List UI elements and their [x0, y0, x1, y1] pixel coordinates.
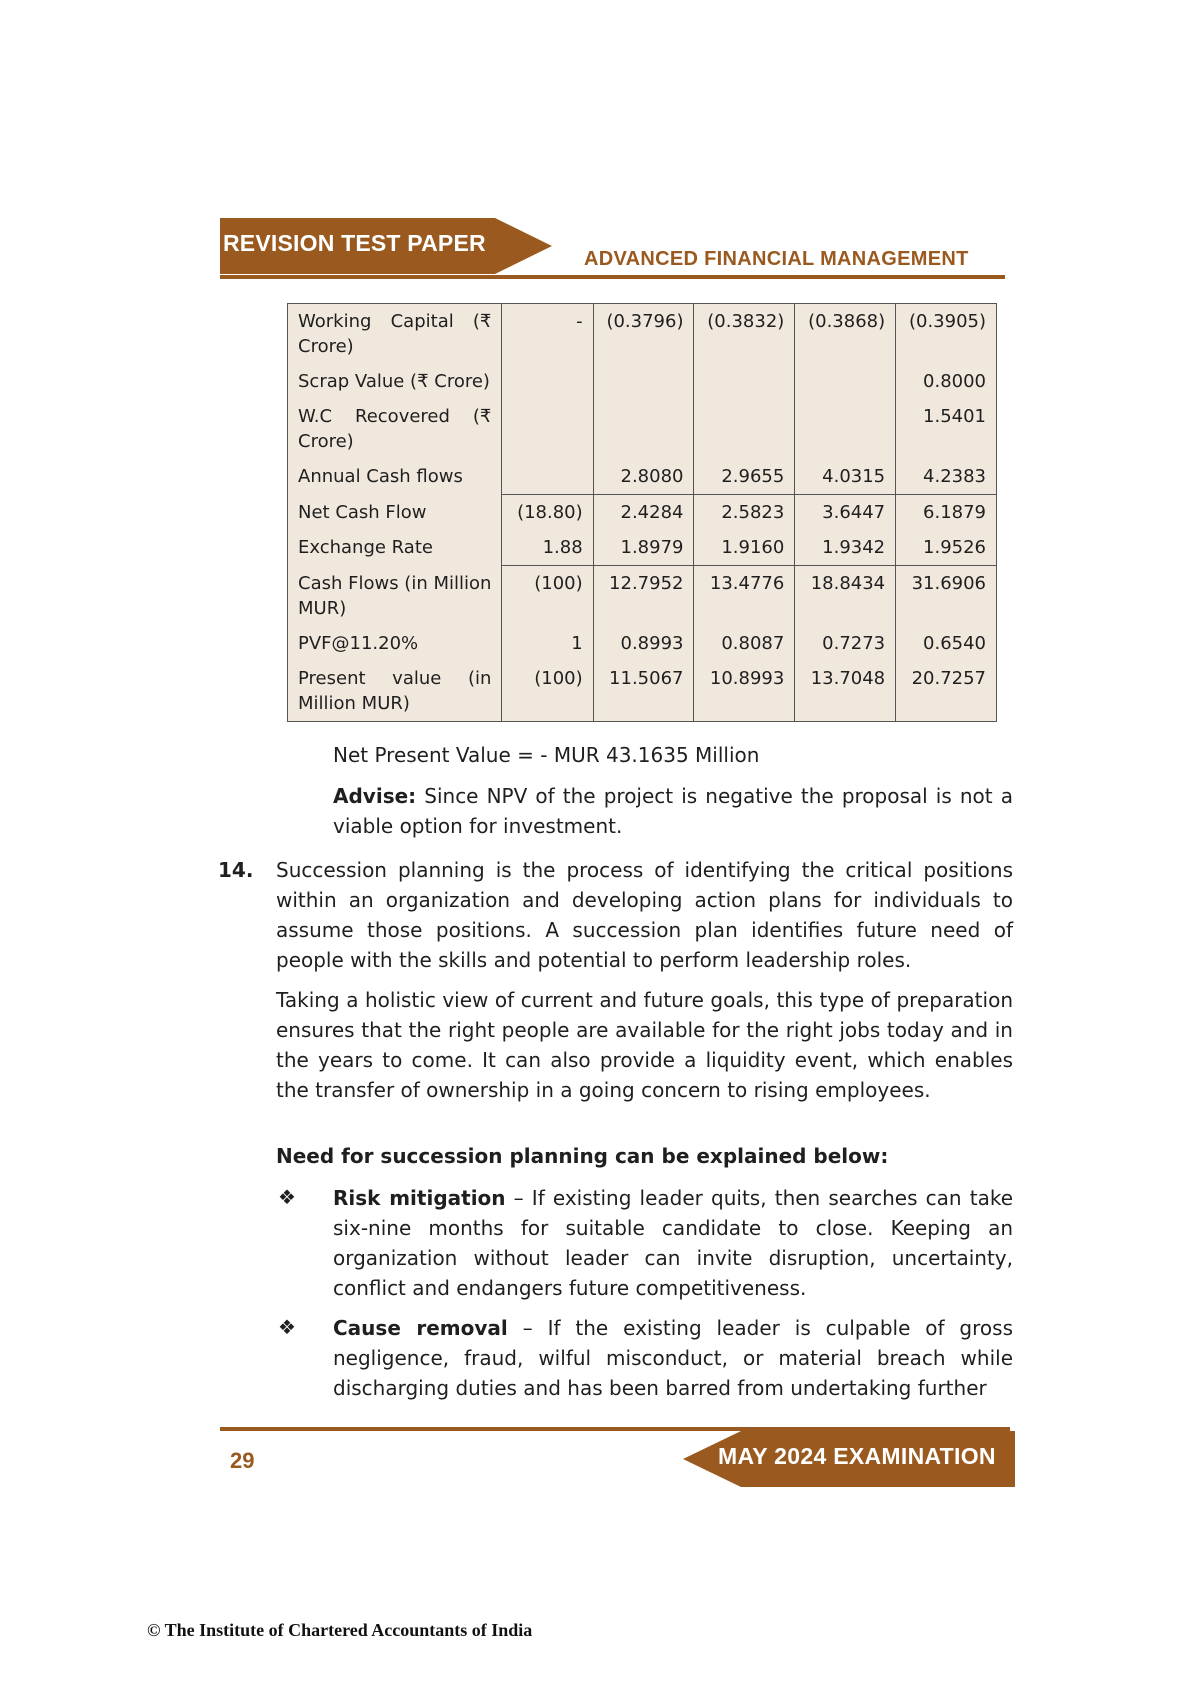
table-cell: 1.88	[502, 530, 593, 566]
table-cell: 1.5401	[896, 399, 997, 459]
table-cell: 1.8979	[593, 530, 694, 566]
bullet-risk-mitigation	[333, 1183, 1013, 1303]
table-cell	[694, 399, 795, 459]
footer-rule	[220, 1427, 1010, 1431]
table-cell	[795, 399, 896, 459]
header-subject-title: ADVANCED FINANCIAL MANAGEMENT	[584, 248, 969, 270]
table-cell: 2.4284	[593, 495, 694, 531]
table-cell: 18.8434	[795, 566, 896, 626]
table-row	[288, 364, 997, 399]
table-cell: (18.80)	[502, 495, 593, 531]
table-cell: 0.8087	[694, 626, 795, 661]
table-cell: (100)	[502, 566, 593, 626]
table-cell: 0.7273	[795, 626, 896, 661]
table-cell	[593, 364, 694, 399]
table-cell	[694, 364, 795, 399]
bullet-diamond-icon: ❖	[278, 1185, 296, 1209]
table-row	[288, 399, 997, 459]
table-cell: 6.1879	[896, 495, 997, 531]
bullet-text: – If existing leader quits, then searches can take six-nine months for suitable candidate to close. Keeping an organization without leader can invite disruption, uncertainty, conflict and endangers future competitiveness.	[333, 1186, 1013, 1300]
table-cell: (0.3905)	[896, 304, 997, 365]
table-cell	[593, 399, 694, 459]
row-label: Present value (in Million MUR)	[288, 661, 502, 722]
table-cell: 10.8993	[694, 661, 795, 722]
table-cell: 13.4776	[694, 566, 795, 626]
table-row	[288, 661, 997, 722]
bullet-title: Cause removal	[333, 1316, 508, 1340]
bullet-title: Risk mitigation	[333, 1186, 506, 1210]
table-cell: 20.7257	[896, 661, 997, 722]
table-row	[288, 304, 997, 365]
table-cell: 1.9526	[896, 530, 997, 566]
bullet-diamond-icon: ❖	[278, 1315, 296, 1339]
table-cell	[795, 364, 896, 399]
row-label: Working Capital (₹ Crore)	[288, 304, 502, 365]
table-cell: 1	[502, 626, 593, 661]
page-number: 29	[230, 1448, 255, 1473]
table-cell: 12.7952	[593, 566, 694, 626]
table-cell: (0.3796)	[593, 304, 694, 365]
table-cell: 13.7048	[795, 661, 896, 722]
table-cell: 1.9160	[694, 530, 795, 566]
question-paragraph-2: Taking a holistic view of current and future goals, this type of preparation ensures that the right people are available for the right jobs today and in the years to come. It can also provide a liquidity event, which enables the transfer of ownership in a going concern to rising employees.	[276, 988, 1013, 1102]
table-cell: (0.3832)	[694, 304, 795, 365]
question-number: 14.	[218, 858, 254, 882]
row-label: Scrap Value (₹ Crore)	[288, 364, 502, 399]
row-label: Annual Cash flows	[288, 459, 502, 495]
table-cell	[502, 399, 593, 459]
table-row	[288, 530, 997, 566]
advise-text: Since NPV of the project is negative the proposal is not a viable option for investment.	[333, 784, 1013, 838]
table-cell: 31.6906	[896, 566, 997, 626]
table-cell: 3.6447	[795, 495, 896, 531]
table-cell: 0.8993	[593, 626, 694, 661]
table-cell: 0.6540	[896, 626, 997, 661]
row-label: PVF@11.20%	[288, 626, 502, 661]
row-label: Net Cash Flow	[288, 495, 502, 531]
row-label: W.C Recovered (₹ Crore)	[288, 399, 502, 459]
bullet-text: – If the existing leader is culpable of gross negligence, fraud, wilful misconduct, or material breach while discharging duties and has been barred from undertaking further	[333, 1316, 1013, 1400]
table-cell: 1.9342	[795, 530, 896, 566]
table-cell: 0.8000	[896, 364, 997, 399]
npv-statement: Net Present Value = - MUR 43.1635 Million	[333, 743, 760, 767]
row-label: Exchange Rate	[288, 530, 502, 566]
header-paper-title: REVISION TEST PAPER	[223, 230, 486, 256]
table-cell: 4.2383	[896, 459, 997, 495]
table-cell: 11.5067	[593, 661, 694, 722]
row-label: Cash Flows (in Million MUR)	[288, 566, 502, 626]
copyright-notice: © The Institute of Chartered Accountants of India	[147, 1620, 533, 1640]
table-cell: -	[502, 304, 593, 365]
table-cell	[502, 364, 593, 399]
header-rule	[220, 275, 1005, 279]
table-cell: (100)	[502, 661, 593, 722]
section-heading: Need for succession planning can be explained below:	[276, 1144, 889, 1168]
table-cell: (0.3868)	[795, 304, 896, 365]
table-row	[288, 626, 997, 661]
bullet-cause-removal	[333, 1313, 1013, 1403]
advise-label: Advise:	[333, 784, 417, 808]
table-row	[288, 495, 997, 531]
table-cell: 2.8080	[593, 459, 694, 495]
table-row	[288, 459, 997, 495]
table-cell	[502, 459, 593, 495]
table-row	[288, 566, 997, 626]
table-cell: 2.5823	[694, 495, 795, 531]
footer-exam-title: MAY 2024 EXAMINATION	[718, 1443, 996, 1469]
question-paragraph-1: Succession planning is the process of identifying the critical positions within an organization and developing action plans for individuals to assume those positions. A succession plan identifies future need of people with the skills and potential to perform leadership roles.	[276, 858, 1013, 972]
advise-paragraph	[333, 781, 1013, 841]
table-cell: 4.0315	[795, 459, 896, 495]
cash-flow-table	[287, 303, 997, 722]
table-cell: 2.9655	[694, 459, 795, 495]
